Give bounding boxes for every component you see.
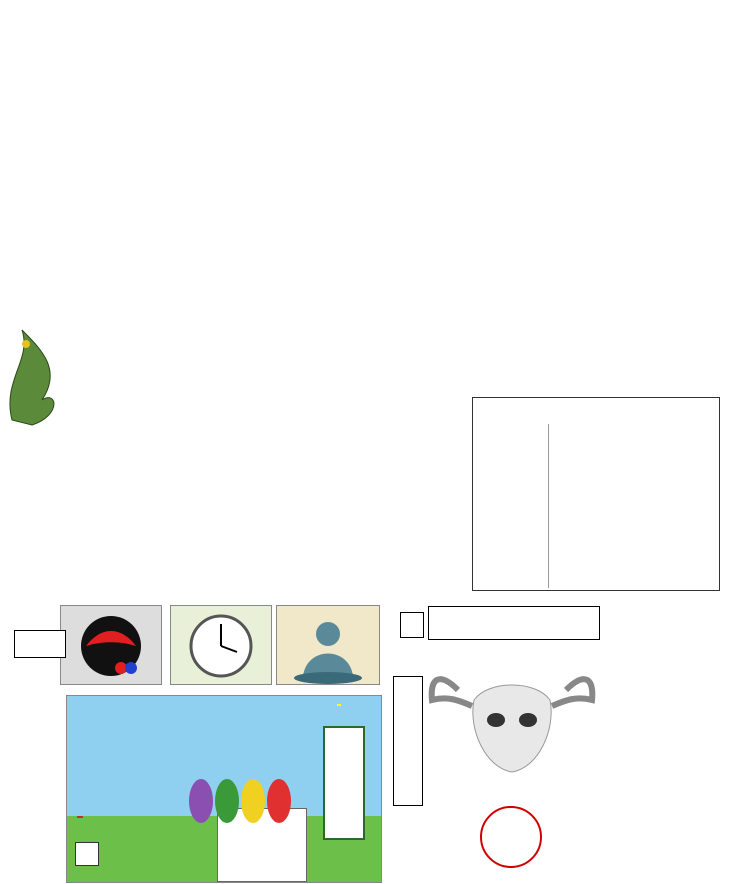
tele-footer <box>77 816 83 818</box>
vertical-sign-callout <box>393 676 423 806</box>
idol-image <box>276 605 380 685</box>
tiger-label-callout <box>14 630 66 658</box>
tiger-image <box>60 605 162 685</box>
number-range-box <box>472 397 720 591</box>
teletubbies-image <box>66 695 382 883</box>
official-stamp <box>480 806 542 868</box>
tele-xing <box>75 842 99 866</box>
box-divider <box>548 424 549 588</box>
red-label <box>400 612 424 638</box>
dragon-icon <box>2 320 68 430</box>
tele-sign-board <box>323 726 365 840</box>
teletubbies-figures-icon <box>187 756 297 826</box>
skull-image <box>428 640 596 790</box>
clock-image <box>170 605 272 685</box>
red-numbers <box>428 606 600 640</box>
skull-icon <box>428 640 596 780</box>
tele-badge <box>337 704 341 706</box>
